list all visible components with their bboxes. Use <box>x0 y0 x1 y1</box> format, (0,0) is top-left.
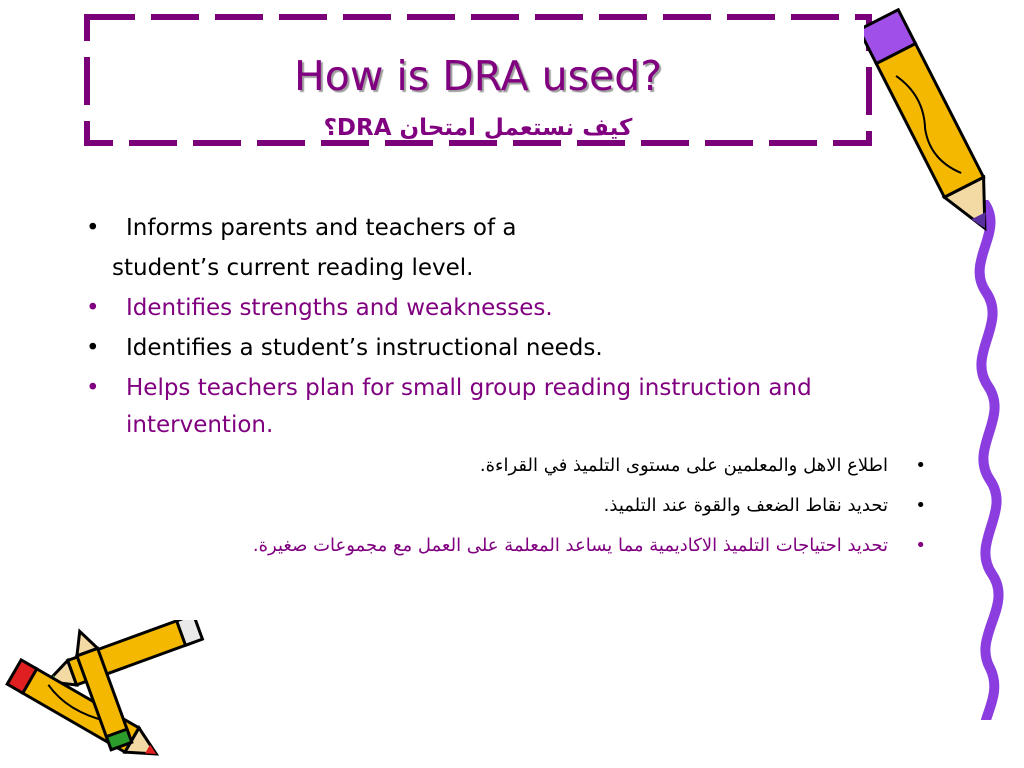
list-item: • Identifies strengths and weaknesses. <box>84 288 934 328</box>
bullet-marker: • <box>915 535 926 556</box>
list-item: • Informs parents and teachers of a student’s current reading level. <box>84 208 934 288</box>
bullet-marker: • <box>86 295 100 321</box>
list-item: • Helps teachers plan for small group reading instruction and intervention. <box>84 368 934 442</box>
crossed-pencils-icon <box>0 620 210 760</box>
page-title: How is DRA used? <box>293 52 663 100</box>
list-item: • تحديد احتياجات التلميذ الاكاديمية مما يساعد المعلمة على العمل مع مجموعات صغيرة. <box>88 528 928 568</box>
page-subtitle-arabic: كيف نستعمل امتحان DRA؟ <box>323 115 633 141</box>
bullet-marker: • <box>86 335 100 361</box>
bullet-marker: • <box>86 215 100 241</box>
bullet-marker: • <box>86 375 100 401</box>
bullet-marker: • <box>915 455 926 476</box>
pencil-icon <box>864 4 1004 244</box>
list-item: • اطلاع الاهل والمعلمين على مستوى التلميذ في القراءة. <box>88 448 928 488</box>
list-item: • Identifies a student’s instructional needs. <box>84 328 934 368</box>
list-item: • تحديد نقاط الضعف والقوة عند التلميذ. <box>88 488 928 528</box>
title-frame <box>84 14 872 146</box>
english-bullet-list <box>84 208 934 442</box>
bullet-marker: • <box>915 495 926 516</box>
arabic-bullet-list <box>88 448 928 568</box>
wavy-ribbon-decoration <box>960 200 1020 720</box>
